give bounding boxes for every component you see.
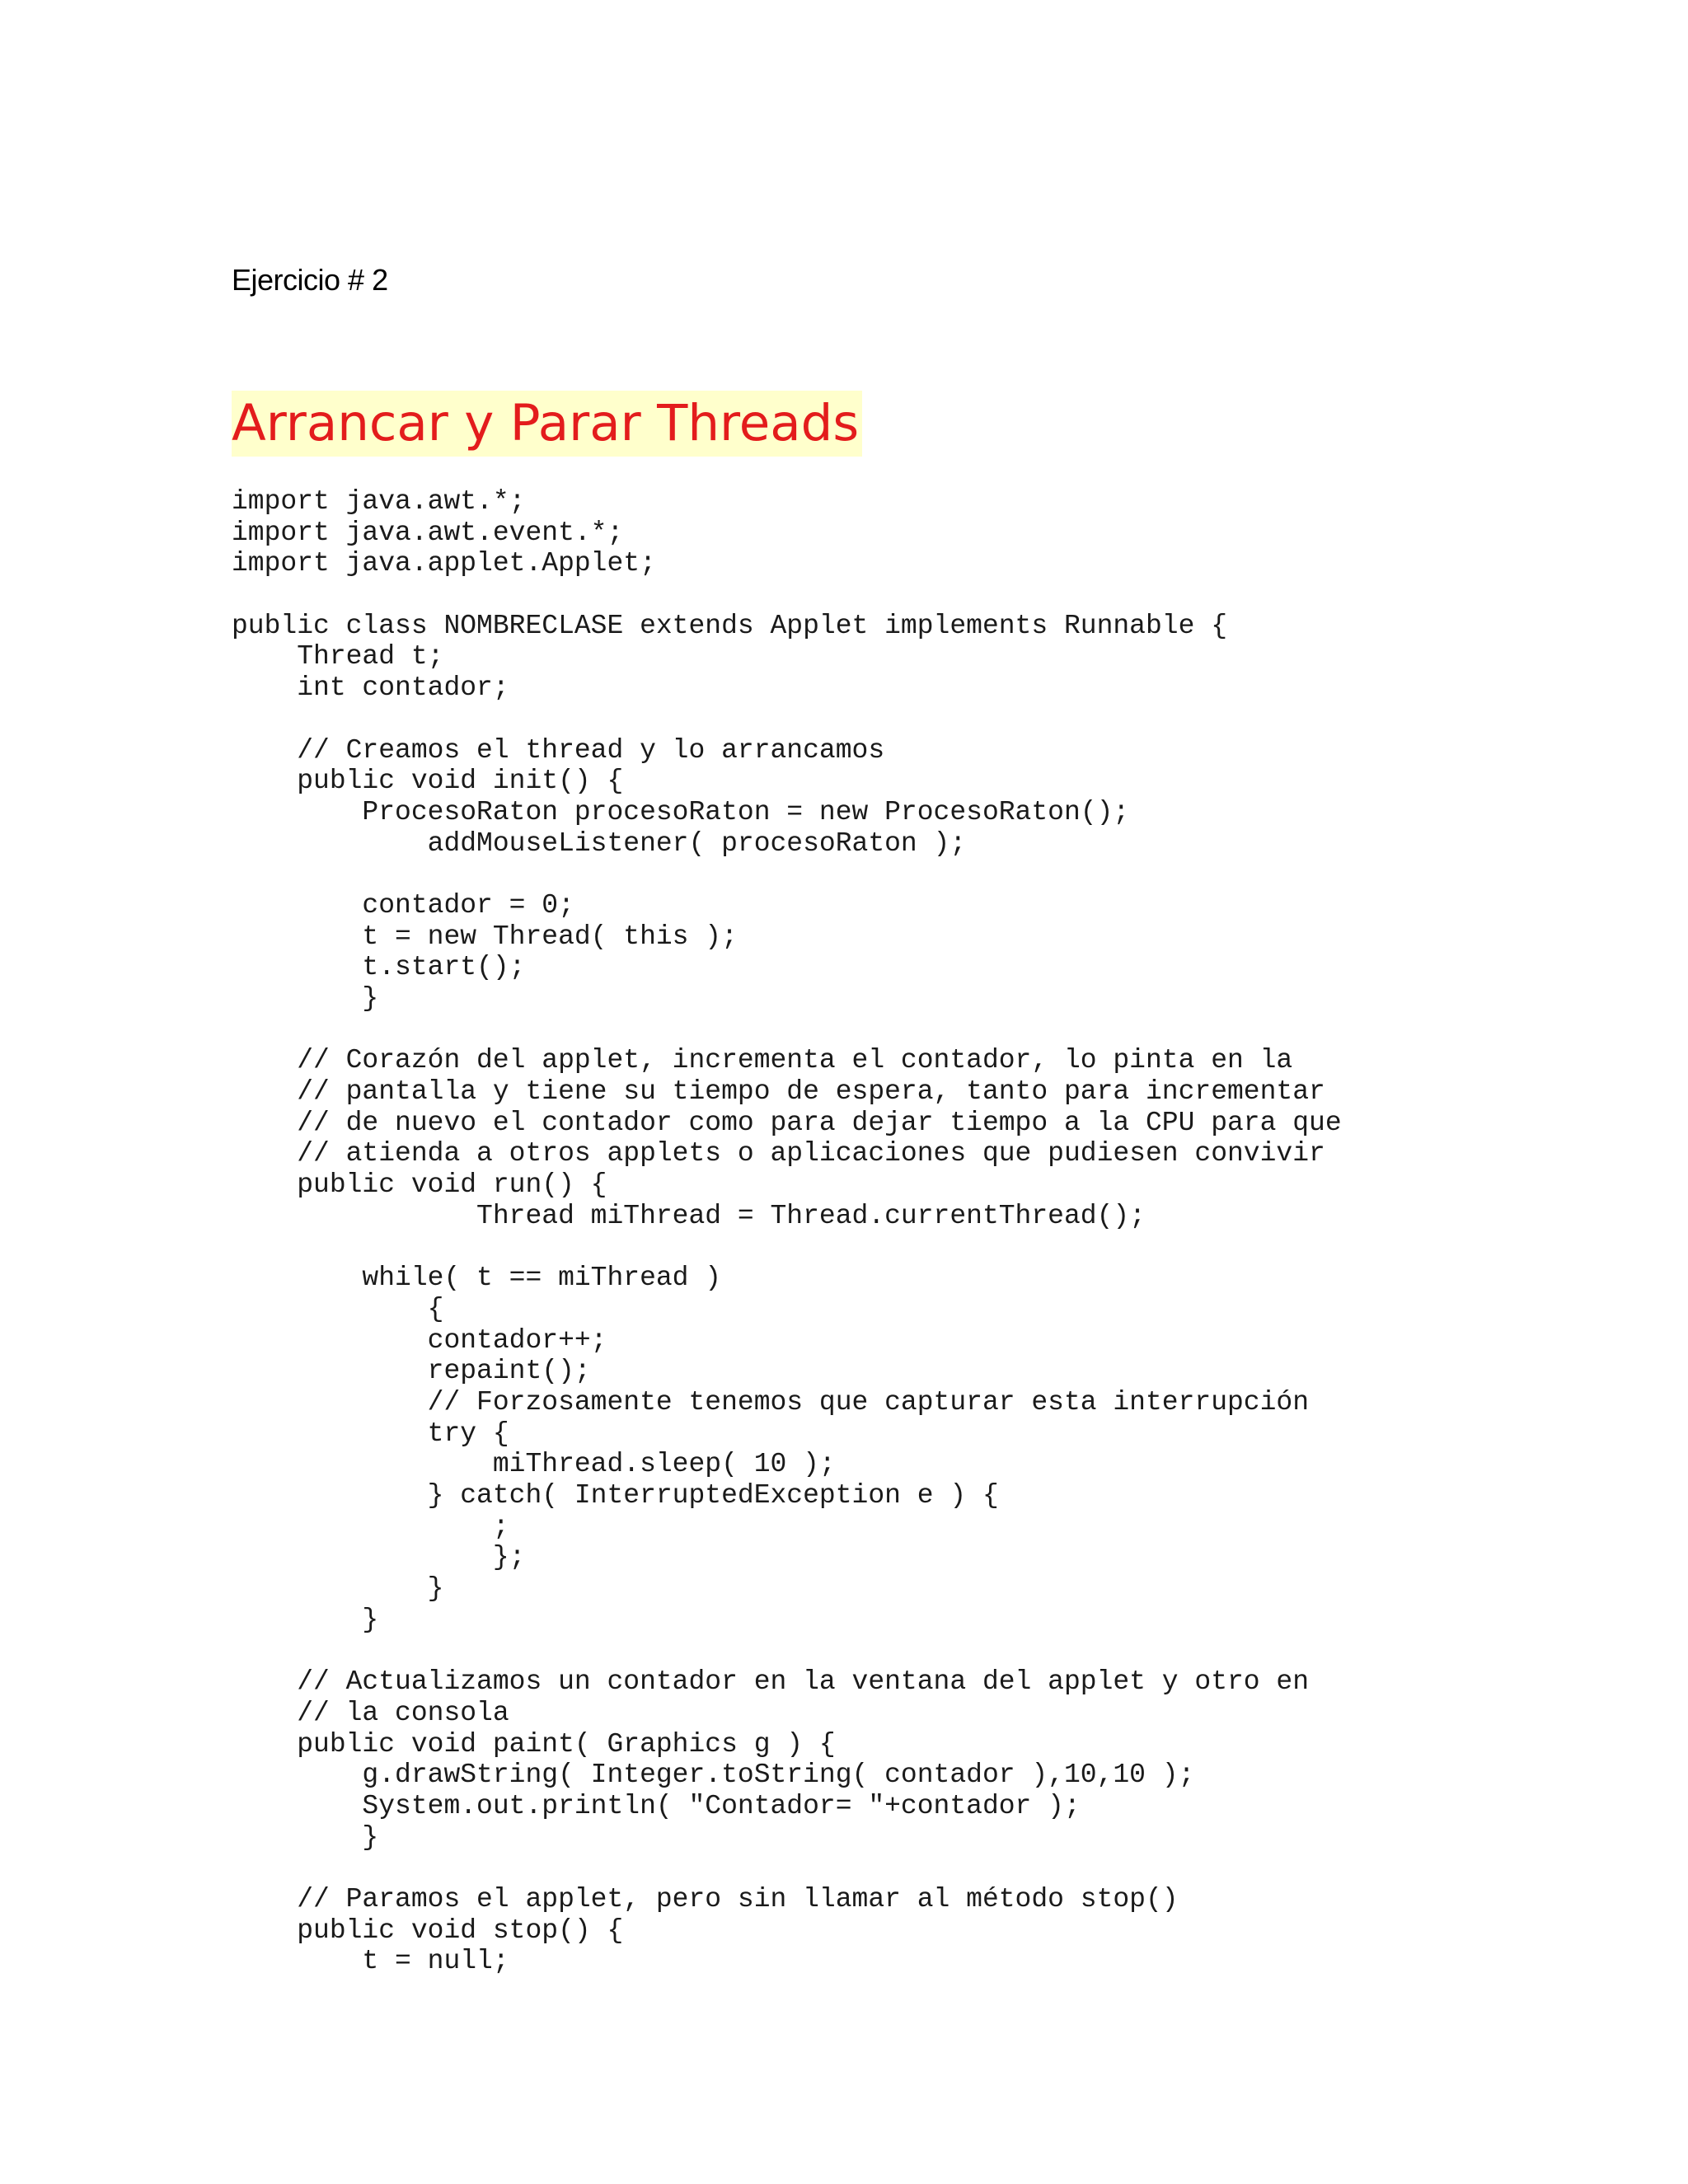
- code-line: [232, 704, 1342, 735]
- code-line: } catch( InterruptedException e ) {: [232, 1480, 999, 1511]
- code-line: // Paramos el applet, pero sin llamar al método stop(): [232, 1883, 1179, 1915]
- code-line: // la consola: [232, 1697, 509, 1728]
- code-line: repaint();: [232, 1356, 591, 1387]
- code-line: [232, 1635, 1342, 1666]
- code-line: import java.applet.Applet;: [232, 548, 656, 579]
- code-line: import java.awt.event.*;: [232, 517, 624, 548]
- code-line: try {: [232, 1418, 509, 1449]
- code-line: while( t == miThread ): [232, 1263, 722, 1294]
- code-line: // pantalla y tiene su tiempo de espera, tanto para incrementar: [232, 1076, 1325, 1108]
- code-line: int contador;: [232, 673, 509, 704]
- code-line: import java.awt.*;: [232, 486, 526, 517]
- code-line: public void init() {: [232, 766, 624, 797]
- code-line: [232, 1232, 1342, 1263]
- code-line: addMouseListener( procesoRaton );: [232, 827, 967, 859]
- code-line: // Corazón del applet, incrementa el contador, lo pinta en la: [232, 1045, 1293, 1076]
- code-line: [232, 1015, 1342, 1046]
- code-line: ProcesoRaton procesoRaton = new ProcesoRaton();: [232, 796, 1130, 827]
- code-line: }: [232, 1573, 444, 1605]
- code-line: miThread.sleep( 10 );: [232, 1449, 836, 1480]
- code-line: public void run() {: [232, 1169, 607, 1201]
- code-line: public void stop() {: [232, 1915, 624, 1946]
- exercise-label: Ejercicio # 2: [232, 263, 388, 297]
- code-block: [232, 486, 1342, 1977]
- code-line: g.drawString( Integer.toString( contador ),10,10 );: [232, 1760, 1195, 1791]
- code-line: System.out.println( "Contador= "+contador );: [232, 1790, 1081, 1821]
- code-line: }: [232, 1604, 379, 1635]
- code-line: // atienda a otros applets o aplicaciones que pudiesen convivir: [232, 1138, 1325, 1169]
- code-line: t = null;: [232, 1946, 509, 1977]
- code-line: // Creamos el thread y lo arrancamos: [232, 734, 885, 766]
- code-line: t.start();: [232, 952, 526, 983]
- code-line: t = new Thread( this );: [232, 921, 738, 952]
- code-line: public void paint( Graphics g ) {: [232, 1728, 836, 1760]
- code-line: [232, 1853, 1342, 1884]
- code-line: contador = 0;: [232, 889, 574, 921]
- code-line: [232, 579, 1342, 611]
- page-title: Arrancar y Parar Threads: [232, 391, 862, 457]
- code-line: }: [232, 983, 379, 1014]
- code-line: Thread miThread = Thread.currentThread();: [232, 1200, 1146, 1231]
- code-line: // de nuevo el contador como para dejar tiempo a la CPU para que: [232, 1107, 1342, 1138]
- code-line: Thread t;: [232, 641, 444, 673]
- code-line: {: [232, 1293, 444, 1324]
- code-line: ;: [232, 1511, 509, 1542]
- code-line: }: [232, 1821, 379, 1853]
- code-line: contador++;: [232, 1324, 607, 1356]
- code-line: [232, 859, 1342, 890]
- code-line: // Forzosamente tenemos que capturar esta interrupción: [232, 1386, 1310, 1418]
- code-line: };: [232, 1542, 526, 1573]
- code-line: public class NOMBRECLASE extends Applet implements Runnable {: [232, 610, 1227, 641]
- code-line: // Actualizamos un contador en la ventana del applet y otro en: [232, 1666, 1310, 1698]
